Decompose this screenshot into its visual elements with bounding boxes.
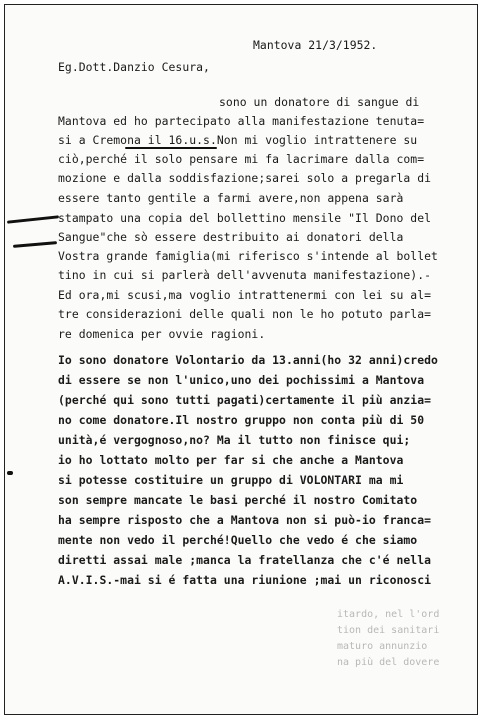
- letter-line: A.V.I.S.-mai si é fatta una riunione ;mai un riconosci: [58, 573, 432, 587]
- letter-line: si a Cremona il 16.u.s.Non mi voglio intrattenere su: [58, 133, 418, 147]
- letter-line: sono un donatore di sangue di: [219, 95, 420, 109]
- letter-line: re domenica per ovvie ragioni.: [58, 327, 266, 341]
- letter-line: mente non vedo il perché!Quello che vedo é che siamo: [58, 533, 418, 547]
- letter-page: [4, 4, 478, 715]
- bleed-through-line: na più del dovere: [337, 657, 440, 668]
- letter-line: Sangue"che sò essere destribuito ai donatori della: [58, 230, 404, 244]
- letter-line: ha sempre risposto che a Mantova non si può-io franca=: [58, 513, 432, 527]
- letter-line: di essere se non l'unico,uno dei pochissimi a Mantova: [58, 373, 425, 387]
- bleed-through-line: itardo, nel l'ord: [337, 609, 440, 620]
- ink-underline: [125, 147, 217, 149]
- bleed-through-line: tion dei sanitari: [337, 625, 440, 636]
- letter-salutation: Eg.Dott.Danzio Cesura,: [58, 60, 210, 74]
- letter-line: tino in cui si parlerà dell'avvenuta manifestazione).-: [58, 268, 432, 282]
- letter-line: Ed ora,mi scusi,ma voglio intrattenermi con lei su al=: [58, 288, 432, 302]
- letter-line: ciò,perché il solo pensare mi fa lacrimare dalla com=: [58, 152, 425, 166]
- letter-line: Mantova ed ho partecipato alla manifestazione tenuta=: [58, 114, 425, 128]
- letter-line: tre considerazioni delle quali non le ho potuto parla=: [58, 307, 432, 321]
- letter-line: unità,é vergognoso,no? Ma il tutto non finisce qui;: [58, 433, 411, 447]
- letter-date: Mantova 21/3/1952.: [253, 38, 378, 52]
- letter-line: mozione e dalla soddisfazione;sarei solo a pregarla di: [58, 171, 432, 185]
- bleed-through-line: maturo annunzio: [337, 641, 428, 652]
- letter-line: diretti assai male ;manca la fratellanza che c'é nella: [58, 553, 432, 567]
- ink-dot: [7, 471, 13, 475]
- ink-pen-stroke: [13, 241, 57, 248]
- letter-line: son sempre mancate le basi perché il nostro Comitato: [58, 493, 418, 507]
- ink-pen-stroke: [7, 215, 59, 223]
- letter-line: (perché qui sono tutti pagati)certamente il più anzia=: [58, 393, 432, 407]
- letter-line: io ho lottato molto per far si che anche a Mantova: [58, 453, 404, 467]
- letter-line: Io sono donatore Volontario da 13.anni(ho 32 anni)credo: [58, 353, 438, 367]
- letter-line: si potesse costituire un gruppo di VOLONTARI ma mi: [58, 473, 404, 487]
- letter-line: stampato una copia del bollettino mensile "Il Dono del: [58, 211, 432, 225]
- letter-line: Vostra grande famiglia(mi riferisco s'intende al bollet: [58, 249, 438, 263]
- letter-line: no come donatore.Il nostro gruppo non conta più di 50: [58, 413, 425, 427]
- letter-line: essere tanto gentile a farmi avere,non appena sarà: [58, 191, 404, 205]
